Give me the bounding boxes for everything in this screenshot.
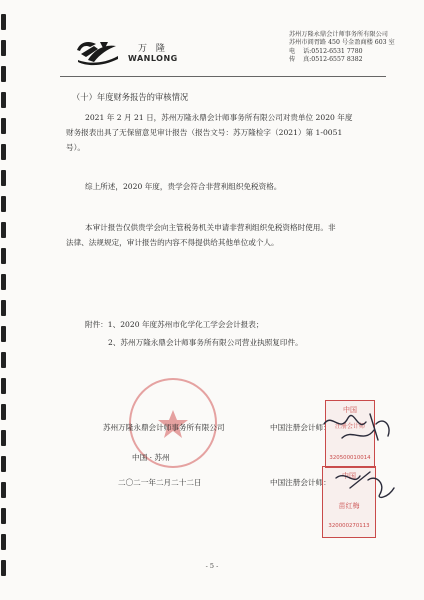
cpa-label: 中国注册会计师： <box>270 478 331 487</box>
section-heading: （十）年度财务报告的审核情况 <box>72 92 189 102</box>
wanlong-logo-icon <box>74 38 120 66</box>
attachment-line: 附件：1、2020 年度苏州市化学化工学会会计报表； <box>85 320 264 329</box>
cpa-label: 中国注册会计师： <box>270 423 331 432</box>
usage-line: 本审计报告仅供贵学会向主管税务机关申请非营利组织免税资格时使用。非 <box>85 223 336 232</box>
paragraph-line: 号）。 <box>66 143 85 152</box>
binding-marks <box>0 0 7 600</box>
cpa-stamp: 中国 苗红梅 320000270113 <box>322 466 376 538</box>
paragraph-line: 财务报表出具了无保留意见审计报告（报告文号：苏万隆检字（2021）第 1-0051 <box>66 128 343 137</box>
usage-line: 法律、法规规定，审计报告的内容不得提供给其他单位或个人。 <box>66 238 279 247</box>
firm-fax: 传 真:0512-6557 8382 <box>289 56 363 64</box>
firm-address: 苏州市阊胥路 450 号金盈商楼 603 室 <box>289 39 395 47</box>
header-divider <box>60 76 386 77</box>
firm-name: 苏州万隆永鼎会计师事务所有限公司 <box>289 31 388 38</box>
conclusion-line: 综上所述，2020 年度，贵学会符合非营利组织免税资格。 <box>85 182 282 191</box>
signing-date: 二〇二一年二月二十二日 <box>118 478 202 487</box>
cpa-stamp: 中国 注册会计师 320500010014 <box>325 400 375 468</box>
signing-firm: 苏州万隆永鼎会计师事务所有限公司 <box>103 423 225 432</box>
page-number: - 5 - <box>205 562 219 570</box>
handwritten-signature <box>318 404 398 452</box>
firm-phone: 电 话:0512-6531 7780 <box>289 47 363 55</box>
signing-location: 中国 · 苏州 <box>132 453 170 462</box>
firm-contact-block <box>289 31 395 65</box>
attachment-line: 2、苏州万隆永鼎会计师事务所有限公司营业执照复印件。 <box>108 338 303 347</box>
paragraph-line: 2021 年 2 月 21 日，苏州万隆永鼎会计师事务所有限公司对贵单位 2020 年度 <box>85 113 353 122</box>
brand-name-english: WANLONG <box>128 54 178 63</box>
brand-name-chinese: 万 隆 <box>138 44 168 54</box>
handwritten-signature <box>330 464 400 504</box>
